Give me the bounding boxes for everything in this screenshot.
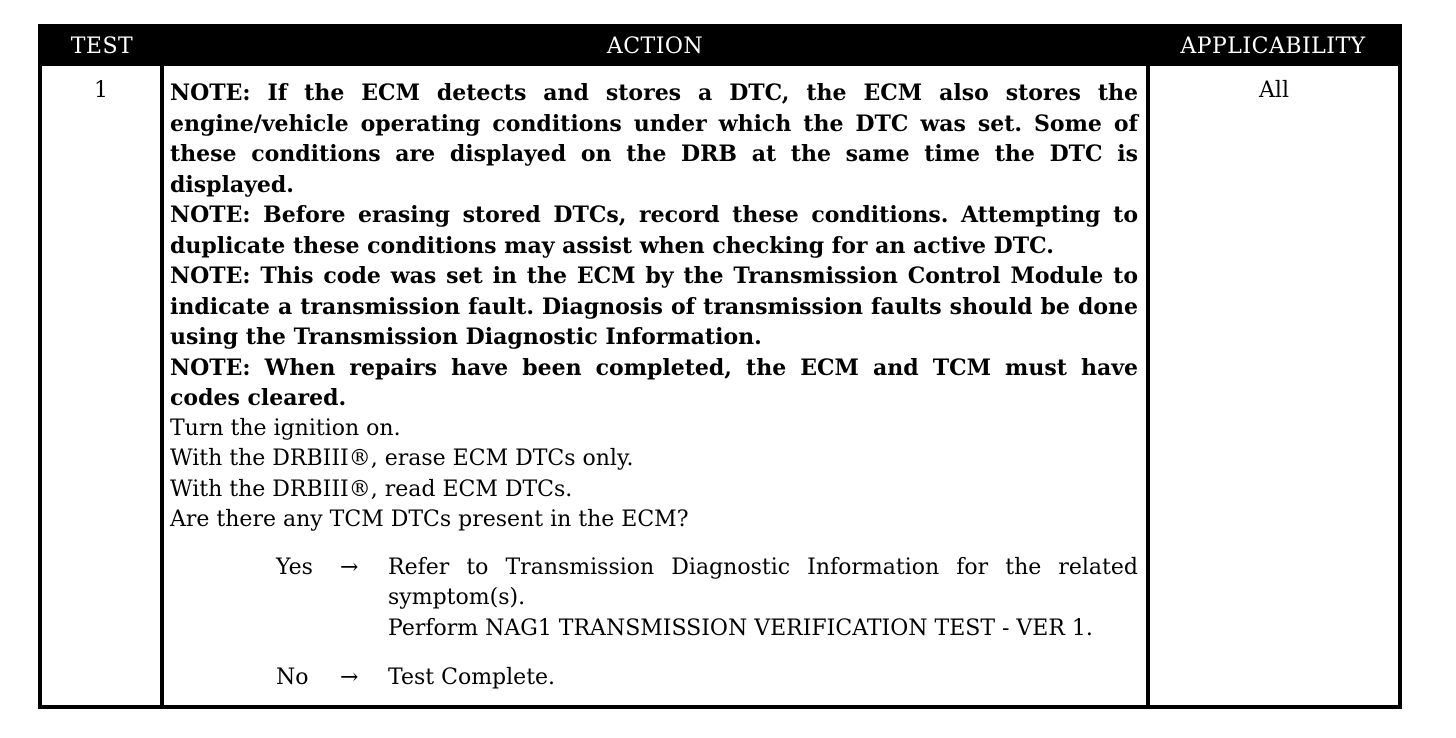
note-ecm-stores-conditions: NOTE: If the ECM detects and stores a DTC, the ECM also stores the engine/vehicle operating conditions under which the DTC was set. Some of these conditions are displayed on the DRB at the same time the DTC is displayed. xyxy=(170,80,1138,198)
right-arrow-icon: → xyxy=(340,554,359,580)
step-erase-dtcs: With the DRBIII®, erase ECM DTCs only. xyxy=(170,446,634,471)
step-read-dtcs: With the DRBIII®, read ECM DTCs. xyxy=(170,476,573,502)
header-action: ACTION xyxy=(606,34,704,59)
no-instruction-complete: Test Complete. xyxy=(388,664,556,690)
no-branch xyxy=(170,663,1138,695)
right-arrow-icon: → xyxy=(340,664,359,690)
header-applicability: APPLICABILITY xyxy=(1180,34,1366,59)
no-label: No xyxy=(276,664,309,690)
yes-instructions xyxy=(388,553,1138,645)
note-tcm-code: NOTE: This code was set in the ECM by the Transmission Control Module to indicate a transmission fault. Diagnosis of transmission faults should be done using the Transmission Diagnostic Information. xyxy=(170,263,1138,350)
yes-instruction-refer: Refer to Transmission Diagnostic Information for the related symptom(s). xyxy=(388,554,1138,610)
applicability-value: All xyxy=(1259,78,1289,103)
yes-label: Yes xyxy=(276,554,313,580)
table-header xyxy=(42,28,1398,66)
action-cell xyxy=(170,78,1138,695)
step-question: Are there any TCM DTCs present in the ECM? xyxy=(170,507,689,532)
yes-branch xyxy=(170,553,1138,648)
diagnostic-table xyxy=(38,24,1402,709)
note-record-conditions: NOTE: Before erasing stored DTCs, record these conditions. Attempting to duplicate these conditions may assist when checking for an active DTC. xyxy=(170,202,1138,259)
note-clear-codes: NOTE: When repairs have been completed, the ECM and TCM must have codes cleared. xyxy=(170,354,1138,411)
header-test: TEST xyxy=(70,34,134,59)
column-divider xyxy=(160,66,164,705)
step-ignition-on: Turn the ignition on. xyxy=(170,415,401,441)
test-number: 1 xyxy=(94,78,108,103)
column-divider xyxy=(1146,66,1150,705)
yes-instruction-perform: Perform NAG1 TRANSMISSION VERIFICATION TEST - VER 1. xyxy=(388,615,1093,641)
no-instructions xyxy=(388,663,1138,694)
